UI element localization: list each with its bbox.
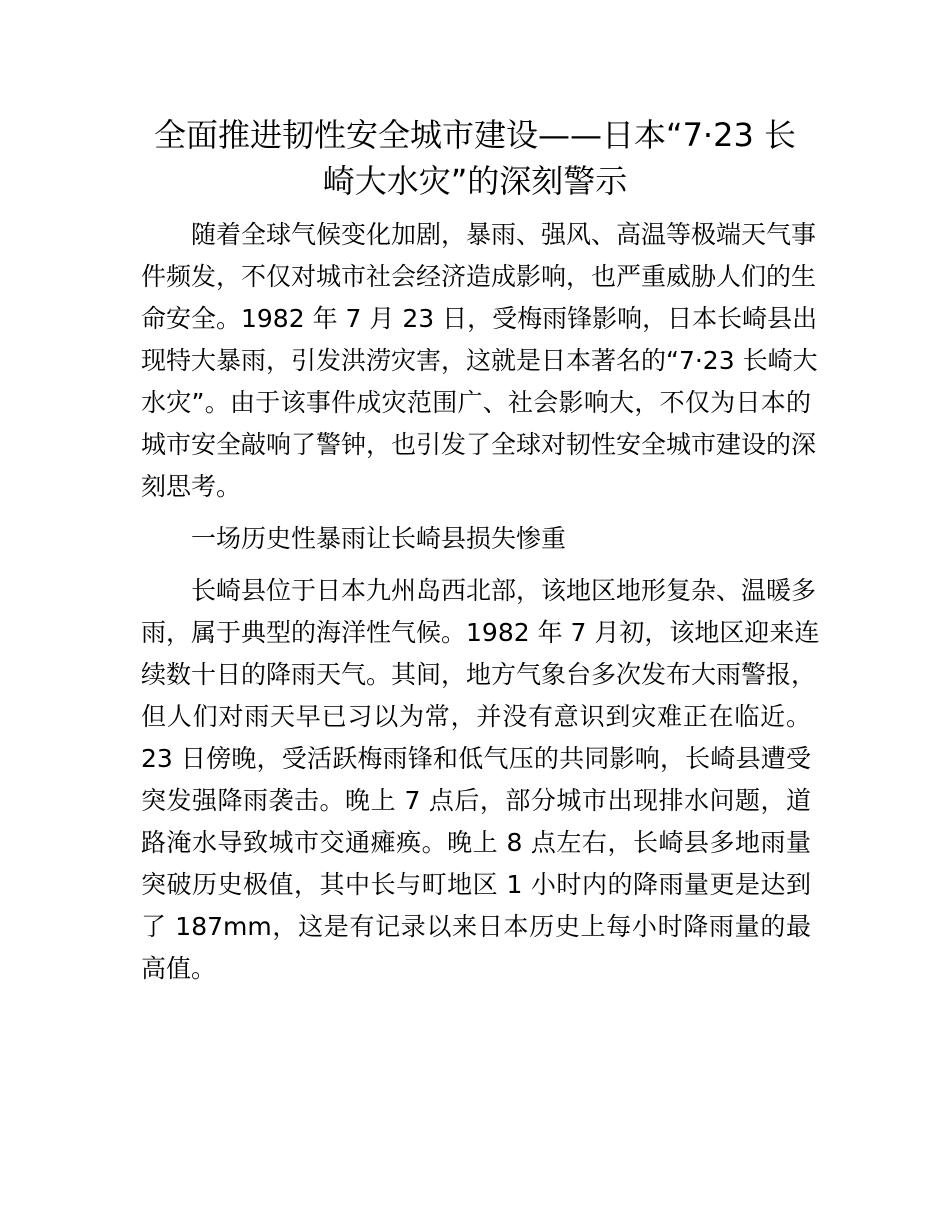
text-line: 件频发，不仅对城市社会经济造成影响，也严重威胁人们的生 bbox=[141, 262, 817, 291]
text-line: 雨，属于典型的海洋性气候。1982 年 7 月初，该地区迎来连 bbox=[141, 618, 820, 647]
text-line: 城市安全敲响了警钟，也引发了全球对韧性安全城市建设的深 bbox=[141, 430, 817, 459]
text-line: 23 日傍晚，受活跃梅雨锋和低气压的共同影响，长崎县遭受 bbox=[141, 744, 811, 773]
text-line: 随着全球气候变化加剧，暴雨、强风、高温等极端天气事 bbox=[191, 220, 817, 249]
text-line: 命安全。1982 年 7 月 23 日，受梅雨锋影响，日本长崎县出 bbox=[141, 304, 818, 333]
document-body bbox=[141, 214, 820, 990]
section-heading bbox=[141, 518, 811, 560]
text-line: 突发强降雨袭击。晚上 7 点后，部分城市出现排水问题，道 bbox=[141, 786, 811, 815]
section-heading-text: 一场历史性暴雨让长崎县损失惨重 bbox=[191, 524, 567, 553]
text-line: 水灾”。由于该事件成灾范围广、社会影响大，不仅为日本的 bbox=[141, 388, 811, 417]
text-line: 续数十日的降雨天气。其间，地方气象台多次发布大雨警报， bbox=[141, 660, 817, 689]
text-line: 现特大暴雨，引发洪涝灾害，这就是日本著名的“7·23 长崎大 bbox=[141, 346, 818, 375]
text-line: 路淹水导致城市交通瘫痪。晚上 8 点左右，长崎县多地雨量 bbox=[141, 828, 811, 857]
text-line: 高值。 bbox=[141, 954, 217, 983]
text-line: 了 187mm，这是有记录以来日本历史上每小时降雨量的最 bbox=[141, 912, 811, 941]
title-line: 崎大水灾”的深刻警示 bbox=[322, 162, 628, 200]
text-line: 长崎县位于日本九州岛西北部，该地区地形复杂、温暖多 bbox=[191, 576, 817, 605]
paragraph-intro bbox=[141, 214, 818, 508]
text-line: 但人们对雨天早已习以为常，并没有意识到灾难正在临近。 bbox=[141, 702, 811, 731]
paragraph-nagasaki bbox=[141, 570, 820, 990]
text-line: 突破历史极值，其中长与町地区 1 小时内的降雨量更是达到 bbox=[141, 870, 811, 899]
title-line: 全面推进韧性安全城市建设——日本“7·23 长 bbox=[153, 116, 796, 154]
text-line: 刻思考。 bbox=[141, 472, 242, 501]
document-title bbox=[120, 112, 830, 204]
